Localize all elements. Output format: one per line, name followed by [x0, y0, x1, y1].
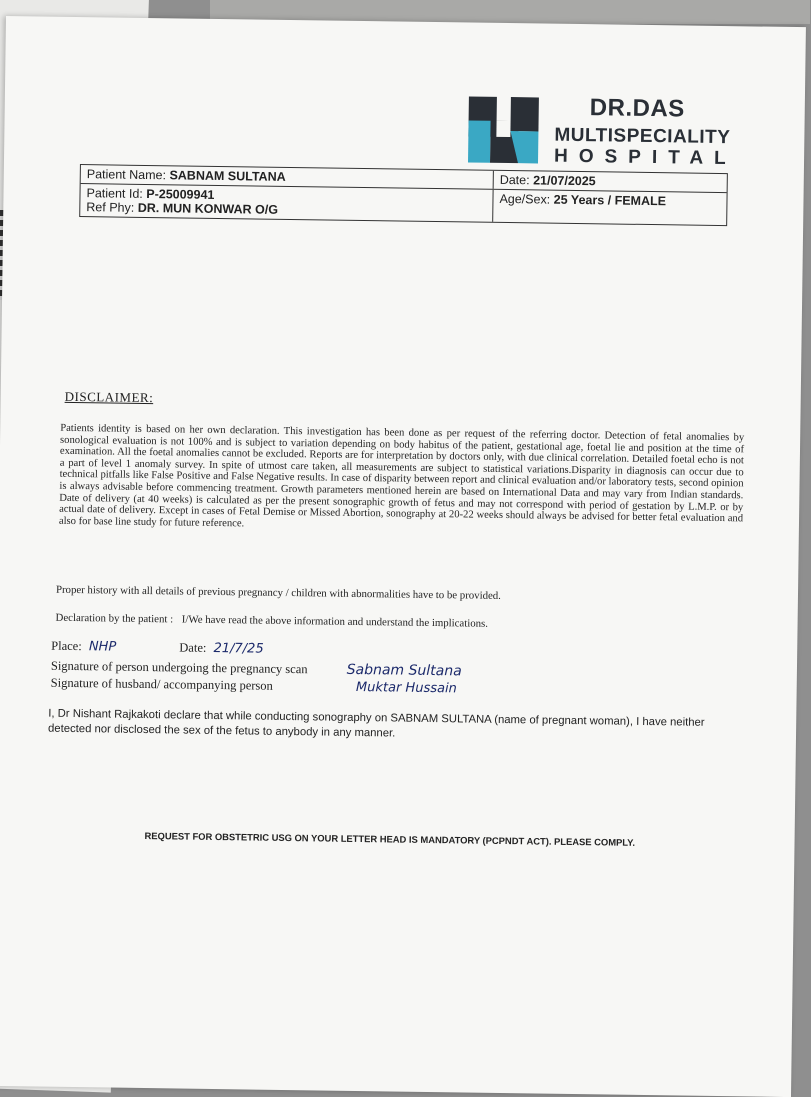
date-cell — [494, 171, 727, 192]
age-sex-cell — [493, 190, 726, 225]
place-value: NHP — [88, 639, 117, 655]
doctor-declaration: I, Dr Nishant Rajkakoti declare that while conducting sonography on SABNAM SULTANA (name of pregnant woman), I have neither detected nor disclosed the sex of the fetus to anybody in any manner. — [47, 707, 705, 740]
age-sex-label: Age/Sex: — [499, 191, 551, 207]
age-sex: 25 Years / FEMALE — [553, 192, 667, 209]
declaration-text: I/We have read the above information and understand the implications. — [181, 613, 489, 630]
ref-phy: DR. MUN KONWAR O/G — [137, 200, 279, 217]
report-page — [0, 16, 806, 1097]
date-label: Date: — [499, 172, 530, 188]
husband-signature-line — [51, 676, 457, 697]
declaration-label: Declaration by the patient : — [55, 611, 174, 626]
person-signature: Sabnam Sultana — [346, 661, 462, 680]
husband-signature: Muktar Hussain — [355, 679, 457, 697]
footer-notice: REQUEST FOR OBSTETRIC USG ON YOUR LETTER HEAD IS MANDATORY (PCPNDT ACT). PLEASE COMPLY. — [144, 830, 636, 848]
hospital-name-line1: DR.DAS — [589, 94, 685, 123]
person-signature-label: Signature of person undergoing the pregnancy scan — [50, 658, 308, 677]
patient-id: P-25009941 — [146, 186, 215, 202]
report-date: 21/07/2025 — [533, 173, 596, 189]
patient-id-label: Patient Id: — [86, 186, 143, 201]
place-label: Place: — [51, 638, 82, 654]
hospital-name-line2: MULTISPECIALITY — [554, 124, 731, 149]
sig-date-value: 21/7/25 — [213, 640, 264, 657]
patient-name-label: Patient Name: — [86, 167, 167, 183]
history-note: Proper history with all details of previous pregnancy / children with abnormalities have to be provided. — [55, 583, 502, 602]
patient-declaration — [56, 612, 489, 630]
ref-phy-label: Ref Phy: — [86, 200, 135, 215]
patient-id-cell — [80, 184, 493, 222]
hospital-name — [554, 96, 738, 169]
hospital-logo-icon — [462, 90, 545, 169]
place-date-line — [51, 639, 264, 657]
sig-date-label: Date: — [179, 640, 207, 655]
patient-name: SABNAM SULTANA — [169, 168, 286, 184]
hospital-name-line3: HOSPITAL — [553, 145, 737, 170]
husband-signature-label: Signature of husband/ accompanying person — [50, 675, 273, 693]
patient-info-table — [79, 164, 728, 226]
disclaimer-title: DISCLAIMER: — [64, 388, 154, 406]
disclaimer-text: Patients identity is based on her own declaration. This investigation has been done as per request of the referring doctor. Detection of fetal anomalies by sonological evaluation is not 100% and is subject to variation depending on body habitus of the patient, gestational age, foetal lie and position at the time of examination. All the foetal anomalies cannot be excluded. Reports are for interpretation by doctors only, with due clinical correlation. Detailed foetal echo is not a part of level 1 anomaly survey. In spite of utmost care taken, all measurements are subject to statistical variations.Disparity in diagnosis can occur due to technical pitfalls like False Positive and False Negative results. In case of disparity between report and clinical evaluation and/or laboratory tests, second opinion is always advisable before commencing treatment. Growth parameters mentioned herein are based on International Data and may vary from Indian standards. Date of delivery (at 40 weeks) is calculated as per the present sonographic growth of fetus and may not correspond with period of gestation by L.M.P. or by actual date of delivery. Except in cases of Fetal Demise or Missed Abortion, sonography at 20-22 weeks should always be advised for better fetal evaluation and also for base line study for future reference. — [58, 422, 745, 530]
